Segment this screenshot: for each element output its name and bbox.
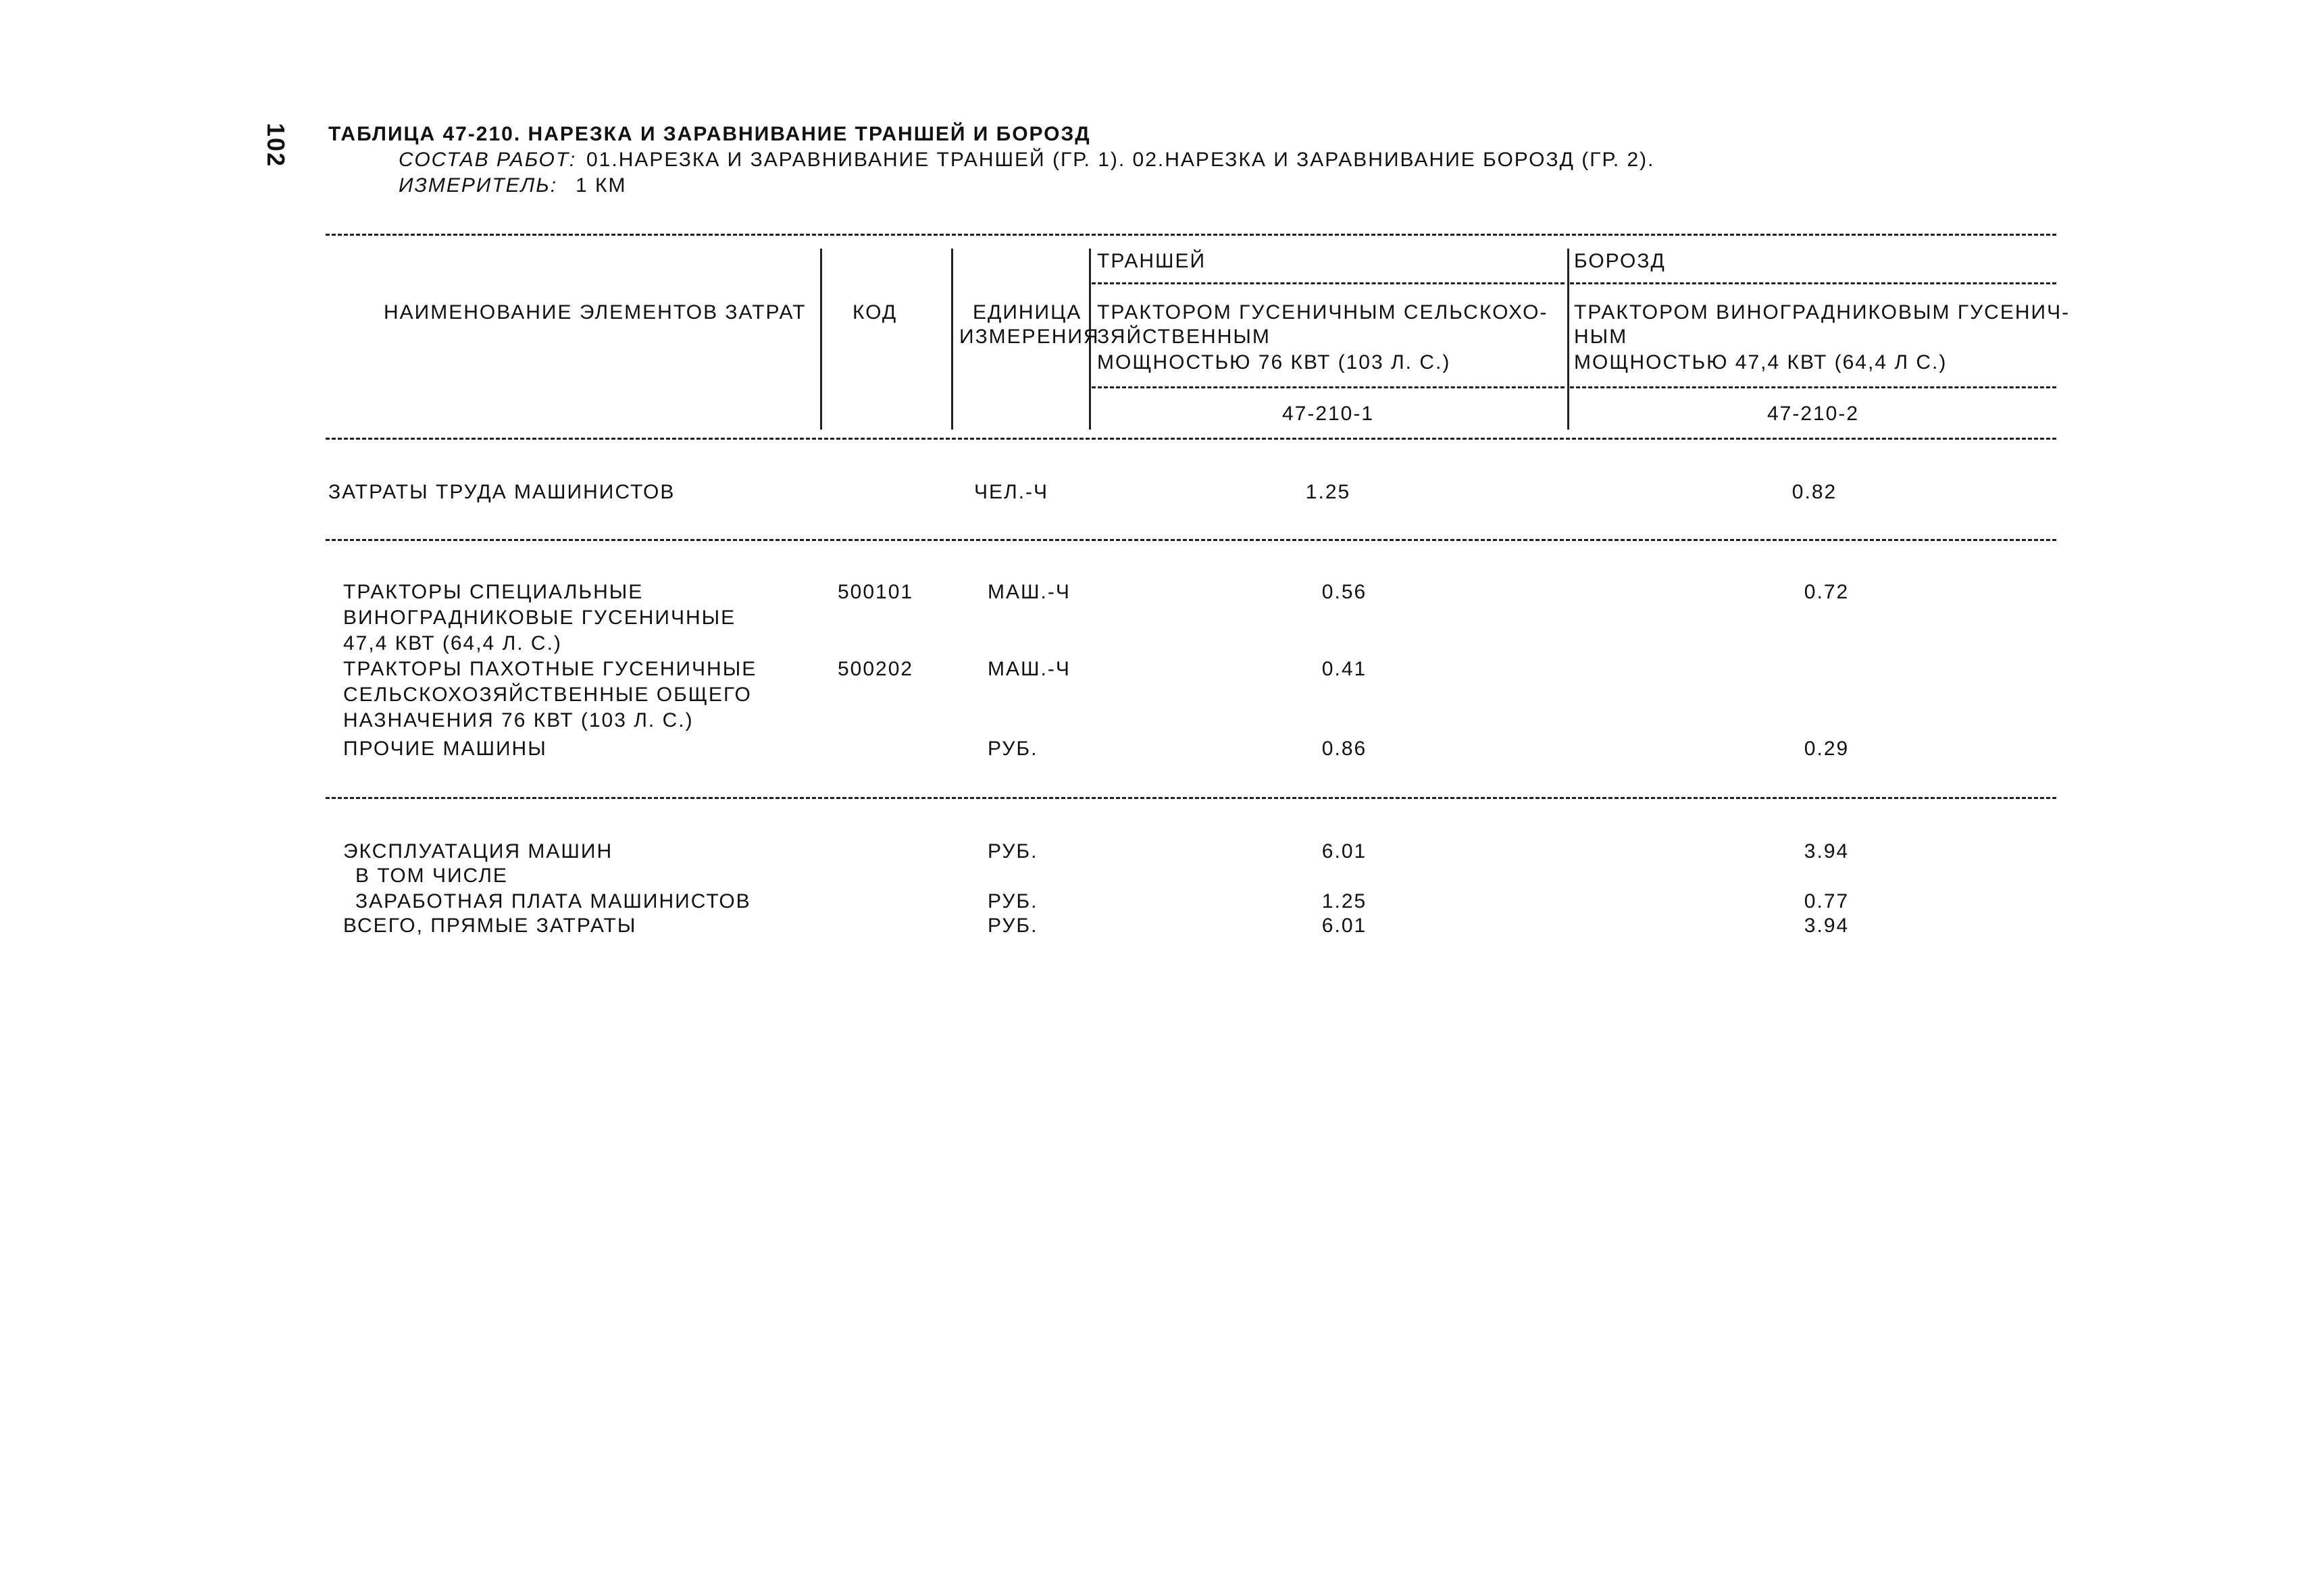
composition-label: СОСТАВ РАБОТ: — [399, 149, 577, 171]
group2-desc-line2: НЫМ — [1574, 326, 1628, 348]
group2-desc-line3: МОЩНОСТЬЮ 47,4 КВТ (64,4 Л С.) — [1574, 351, 1948, 374]
machine-unit: МАШ.-Ч — [988, 581, 1071, 603]
machine-value-2: 0.29 — [1804, 738, 1850, 760]
header-unit-col-line2: ИЗМЕРЕНИЯ — [959, 326, 1100, 348]
machine-code: 500202 — [838, 658, 914, 680]
totals-name: ЭКСПЛУАТАЦИЯ МАШИН — [343, 840, 613, 863]
totals-value-1: 6.01 — [1321, 840, 1367, 863]
machine-name-line: СЕЛЬСКОХОЗЯЙСТВЕННЫЕ ОБЩЕГО — [343, 684, 752, 706]
section-rule — [326, 797, 2056, 799]
labor-unit: ЧЕЛ.-Ч — [974, 481, 1049, 503]
totals-value-1: 6.01 — [1321, 915, 1367, 937]
labor-name: ЗАТРАТЫ ТРУДА МАШИНИСТОВ — [328, 481, 676, 503]
machine-name-line: ТРАКТОРЫ СПЕЦИАЛЬНЫЕ — [343, 581, 644, 603]
totals-value-2: 0.77 — [1804, 890, 1850, 912]
totals-unit: РУБ. — [988, 915, 1038, 937]
machine-name-line: ПРОЧИЕ МАШИНЫ — [343, 738, 547, 760]
machine-value-1: 0.86 — [1321, 738, 1367, 760]
machine-value-1: 0.41 — [1321, 658, 1367, 680]
machine-value-1: 0.56 — [1321, 581, 1367, 603]
machine-unit: МАШ.-Ч — [988, 658, 1071, 680]
header-separator — [951, 249, 953, 430]
group1-code: 47-210-1 — [1281, 403, 1375, 425]
group2-coderule — [1570, 386, 2056, 388]
totals-unit: РУБ. — [988, 890, 1038, 912]
totals-name: В ТОМ ЧИСЛЕ — [355, 865, 508, 887]
header-separator — [1567, 249, 1569, 430]
group1-desc-line3: МОЩНОСТЬЮ 76 КВТ (103 Л. С.) — [1097, 351, 1451, 374]
machine-value-2: 0.72 — [1804, 581, 1850, 603]
machine-name-line: ТРАКТОРЫ ПАХОТНЫЕ ГУСЕНИЧНЫЕ — [343, 658, 757, 680]
machine-name-line: ВИНОГРАДНИКОВЫЕ ГУСЕНИЧНЫЕ — [343, 607, 736, 629]
totals-name: ЗАРАБОТНАЯ ПЛАТА МАШИНИСТОВ — [355, 890, 751, 912]
header-name-col: НАИМЕНОВАНИЕ ЭЛЕМЕНТОВ ЗАТРАТ — [384, 301, 807, 324]
machine-name-line: НАЗНАЧЕНИЯ 76 КВТ (103 Л. С.) — [343, 709, 694, 731]
machine-code: 500101 — [838, 581, 914, 603]
group2-title: БОРОЗД — [1574, 250, 1666, 272]
header-separator — [820, 249, 822, 430]
group2-code: 47-210-2 — [1766, 403, 1860, 425]
meter-value: 1 КМ — [576, 174, 627, 197]
header-bottom-rule — [326, 438, 2056, 440]
machine-name-line: 47,4 КВТ (64,4 Л. С.) — [343, 632, 562, 654]
group1-coderule — [1092, 386, 1565, 388]
totals-value-2: 3.94 — [1804, 915, 1850, 937]
totals-unit: РУБ. — [988, 840, 1038, 863]
labor-value-2: 0.82 — [1791, 481, 1837, 503]
meter-label: ИЗМЕРИТЕЛЬ: — [399, 174, 558, 197]
group1-subrule — [1092, 282, 1565, 284]
section-rule — [326, 539, 2056, 541]
group1-title: ТРАНШЕЙ — [1097, 250, 1206, 272]
page-number: 102 — [262, 123, 290, 168]
composition-text: 01.НАРЕЗКА И ЗАРАВНИВАНИЕ ТРАНШЕЙ (ГР. 1). 02.НАРЕЗКА И ЗАРАВНИВАНИЕ БОРОЗД (ГР. 2). — [586, 149, 1655, 171]
labor-value-1: 1.25 — [1305, 481, 1351, 503]
totals-name: ВСЕГО, ПРЯМЫЕ ЗАТРАТЫ — [343, 915, 637, 937]
group1-desc-line1: ТРАКТОРОМ ГУСЕНИЧНЫМ СЕЛЬСКОХО- — [1097, 301, 1548, 324]
machine-unit: РУБ. — [988, 738, 1038, 760]
group2-subrule — [1570, 282, 2056, 284]
header-unit-col-line1: ЕДИНИЦА — [973, 301, 1082, 324]
totals-value-2: 3.94 — [1804, 840, 1850, 863]
table-title: ТАБЛИЦА 47-210. НАРЕЗКА И ЗАРАВНИВАНИЕ ТРАНШЕЙ И БОРОЗД — [328, 123, 1091, 145]
group2-desc-line1: ТРАКТОРОМ ВИНОГРАДНИКОВЫМ ГУСЕНИЧ- — [1574, 301, 2070, 324]
group1-desc-line2: ЗЯЙСТВЕННЫМ — [1097, 326, 1271, 348]
totals-value-1: 1.25 — [1321, 890, 1367, 912]
header-top-rule — [326, 234, 2056, 236]
header-code-col: КОД — [853, 301, 898, 324]
